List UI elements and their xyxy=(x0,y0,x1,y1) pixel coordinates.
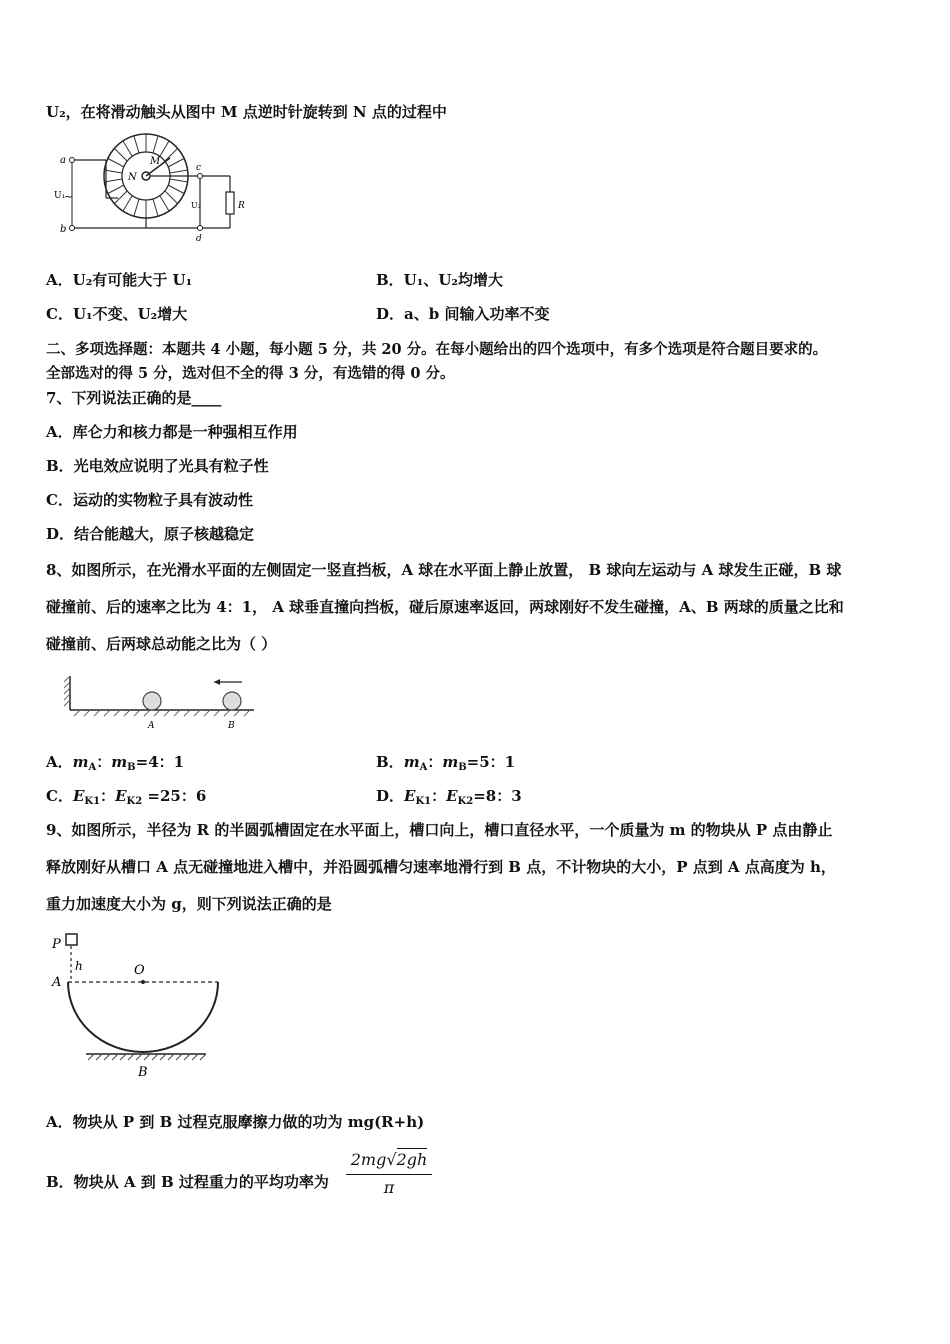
formula-average-power xyxy=(346,1148,432,1202)
groove-arc xyxy=(68,982,218,1052)
ball-a xyxy=(143,692,161,710)
q8-option-a: A．$m_A$：$m_B=4$：1 xyxy=(46,753,185,773)
label-ball-b: B xyxy=(228,721,235,731)
label-N: N xyxy=(128,172,137,183)
label-h: h xyxy=(75,959,83,973)
q7-option-d: D．结合能越大，原子核越稳定 xyxy=(46,525,255,543)
label-ac: ~ xyxy=(64,190,74,203)
q8-option-c: C．$E_{K1}$：$E_{K2} =25$：6 xyxy=(46,787,207,807)
q6-option-a: A．U₂有可能大于 U₁ xyxy=(46,271,193,289)
q9-line2: 释放刚好从槽口 A 点无碰撞地进入槽中，并沿圆弧槽匀速率地滑行到 B 点，不计物块的大小，P 点到 A 点高度为 h， xyxy=(46,858,836,876)
formula-denominator: π xyxy=(383,1178,395,1197)
q7-option-b: B．光电效应说明了光具有粒子性 xyxy=(46,457,269,475)
q9-line1: 9、如图所示，半径为 R 的半圆弧槽固定在水平面上，槽口向上，槽口直径水平，一个质量为 m 的物块从 P 点由静止 xyxy=(46,821,833,839)
resistor-R xyxy=(226,192,234,214)
q9-option-b: B．物块从 A 到 B 过程重力的平均功率为 xyxy=(46,1173,329,1191)
label-o: O xyxy=(134,963,145,978)
q8-line2: 碰撞前、后的速率之比为 4：1， A 球垂直撞向挡板，碰后原速率返回，两球刚好不发生碰撞，A、B 两球的质量之比和 xyxy=(46,598,844,616)
label-U2: U₂ xyxy=(191,201,201,210)
q7-stem: 7、下列说法正确的是____ xyxy=(46,389,222,407)
label-c: c xyxy=(196,163,202,173)
q9-line3: 重力加速度大小为 g，则下列说法正确的是 xyxy=(46,895,332,913)
q9-option-a: A．物块从 P 到 B 过程克服摩擦力做的功为 mg(R+h) xyxy=(46,1113,425,1131)
fraction-bar xyxy=(346,1174,432,1175)
section2-line1: 二、多项选择题：本题共 4 小题，每小题 5 分，共 20 分。在每小题给出的四个选项中，有多个选项是符合题目要求的。 xyxy=(46,341,828,358)
q7-option-a: A．库仑力和核力都是一种强相互作用 xyxy=(46,423,298,441)
center-o xyxy=(141,980,145,984)
q6-option-d: D．a、b 间输入功率不变 xyxy=(376,305,550,323)
label-ball-a: A xyxy=(148,721,155,731)
collision-figure xyxy=(62,672,262,734)
semicircle-groove-figure xyxy=(46,928,236,1084)
label-d: d xyxy=(196,234,202,244)
label-a: a xyxy=(60,155,66,166)
ball-b xyxy=(223,692,241,710)
label-p: P xyxy=(52,937,61,952)
transformer-circuit-figure xyxy=(50,128,250,246)
label-U1: U₁ xyxy=(54,191,66,201)
label-a: A xyxy=(52,975,62,990)
q6-option-b: B．U₁、U₂均增大 xyxy=(376,271,503,289)
q6-option-c: C．U₁不变、U₂增大 xyxy=(46,305,188,323)
label-b: B xyxy=(138,1065,148,1080)
label-R: R xyxy=(238,201,245,211)
q8-option-b: B．$m_A$：$m_B=5$：1 xyxy=(376,753,516,773)
label-b: b xyxy=(60,224,67,235)
formula-numerator: 2mg√2gh xyxy=(350,1150,428,1169)
q6-stem: U₂，在将滑动触头从图中 M 点逆时针旋转到 N 点的过程中 xyxy=(46,103,447,121)
q7-option-c: C．运动的实物粒子具有波动性 xyxy=(46,491,253,509)
q8-option-d: D．$E_{K1}$：$E_{K2}=8$：3 xyxy=(376,787,522,807)
label-M: M xyxy=(150,156,161,167)
q8-line3: 碰撞前、后两球总动能之比为（ ） xyxy=(46,635,277,653)
block-p xyxy=(66,934,77,945)
section2-line2: 全部选对的得 5 分，选对但不全的得 3 分，有选错的得 0 分。 xyxy=(46,365,455,382)
q8-line1: 8、如图所示，在光滑水平面的左侧固定一竖直挡板，A 球在水平面上静止放置， B 球向左运动与 A 球发生正碰，B 球 xyxy=(46,561,842,579)
